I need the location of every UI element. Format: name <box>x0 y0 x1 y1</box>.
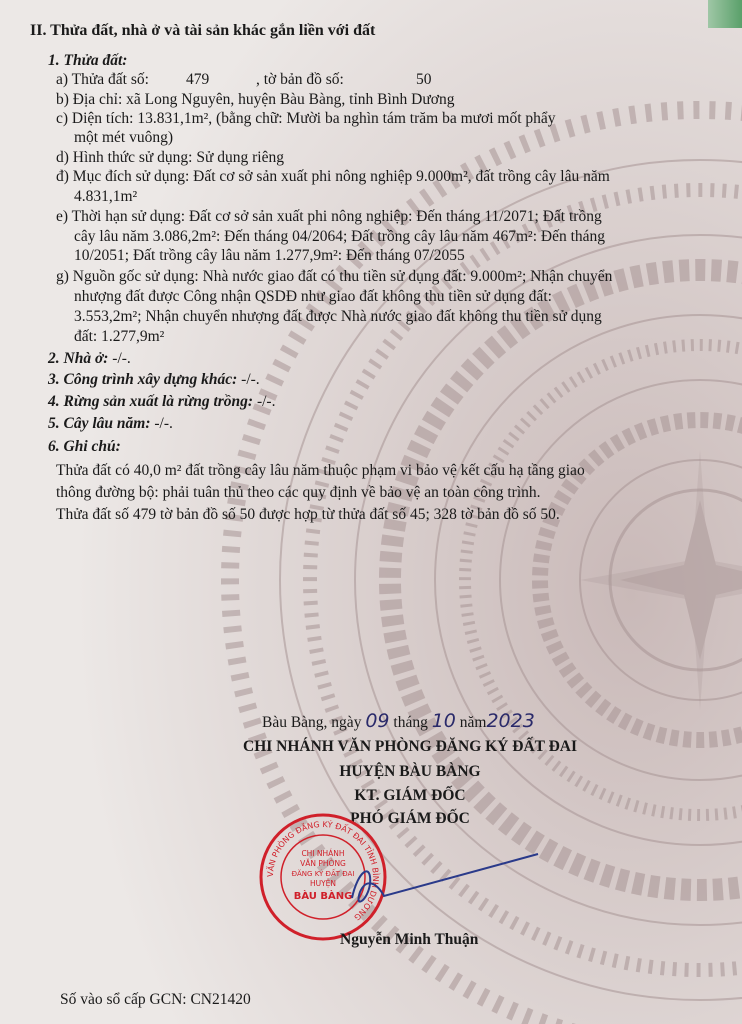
signing-year: 2023 <box>486 710 535 732</box>
purpose-line-2: 4.831,1m² <box>74 188 138 205</box>
area-line-2: một mét vuông) <box>74 129 174 146</box>
origin-line-2: nhượng đất được Công nhận QSDĐ như giao đất không thu tiền sử dụng đất: <box>74 288 552 305</box>
house-value: -/-. <box>108 350 131 367</box>
svg-text:ĐĂNG KÝ ĐẤT ĐAI: ĐĂNG KÝ ĐẤT ĐAI <box>291 870 355 878</box>
area-line-1: c) Diện tích: 13.831,1m², (bằng chữ: Mười ba nghìn tám trăm ba mươi mốt phẩy <box>56 110 556 127</box>
signing-month: 10 <box>431 710 456 732</box>
map-sheet-number: 50 <box>416 71 432 88</box>
role-line-2: PHÓ GIÁM ĐỐC <box>350 810 470 827</box>
address: b) Địa chỉ: xã Long Nguyên, huyện Bàu Bàng, tỉnh Bình Dương <box>56 91 455 108</box>
svg-text:HUYỆN: HUYỆN <box>309 879 337 888</box>
purpose-line-1: đ) Mục đích sử dụng: Đất cơ sở sản xuất phi nông nghiệp 9.000m², đất trồng cây lâu năm <box>56 168 610 185</box>
term-line-2: cây lâu năm 3.086,2m²: Đến tháng 04/2064; Đất trồng cây lâu năm 467m²: Đến tháng <box>74 228 606 245</box>
term-line-1: e) Thời hạn sử dụng: Đất cơ sở sản xuất phi nông nghiệp: Đến tháng 11/2071; Đất trồng <box>56 208 602 225</box>
perennial-label: 5. Cây lâu năm: <box>48 415 151 432</box>
forest-value: -/-. <box>253 393 276 410</box>
notes-heading: 6. Ghi chú: <box>48 438 121 455</box>
svg-text:CHI NHÁNH: CHI NHÁNH <box>301 849 345 858</box>
house-label: 2. Nhà ở: <box>48 350 109 367</box>
forest-row <box>48 393 275 411</box>
perennial-value: -/-. <box>150 415 173 432</box>
section-title: II. Thửa đất, nhà ở và tài sản khác gắn liền với đất <box>30 22 376 39</box>
note-line-3: Thửa đất số 479 tờ bản đồ số 50 được hợp từ thửa đất số 45; 328 tờ bản đồ số 50. <box>56 506 560 523</box>
other-works-value: -/-. <box>237 371 260 388</box>
term-line-3: 10/2051; Đất trồng cây lâu năm 1.277,9m²: Đến tháng 07/2055 <box>74 247 465 264</box>
signing-day: 09 <box>365 710 390 732</box>
office-line-1: CHI NHÁNH VĂN PHÒNG ĐĂNG KÝ ĐẤT ĐAI <box>243 738 577 755</box>
signing-year-label: năm <box>459 714 487 731</box>
house-row <box>48 350 131 368</box>
map-sheet-label: , tờ bản đồ số: <box>256 71 344 88</box>
signing-month-label: tháng <box>393 714 428 731</box>
signing-date <box>262 712 535 732</box>
office-line-2: HUYỆN BÀU BÀNG <box>339 763 481 780</box>
note-line-2: thông đường bộ: phải tuân thủ theo các quy định về bảo vệ an toàn công trình. <box>56 484 541 501</box>
svg-text:BÀU BÀNG: BÀU BÀNG <box>293 891 353 902</box>
parcel-number: 479 <box>186 71 210 88</box>
signer-name: Nguyễn Minh Thuận <box>340 931 479 948</box>
role-line-1: KT. GIÁM ĐỐC <box>354 787 466 804</box>
land-heading: 1. Thửa đất: <box>48 52 128 69</box>
forest-label: 4. Rừng sản xuất là rừng trồng: <box>48 393 254 410</box>
perennial-row <box>48 415 173 433</box>
gcn-register-number: Số vào sổ cấp GCN: CN21420 <box>60 991 251 1008</box>
parcel-label: a) Thửa đất số: <box>56 71 149 88</box>
svg-text:VĂN PHÒNG: VĂN PHÒNG <box>300 859 346 868</box>
origin-line-1: g) Nguồn gốc sử dụng: Nhà nước giao đất có thu tiền sử dụng đất: 9.000m²; Nhận chuyển <box>56 268 613 285</box>
usage-form: d) Hình thức sử dụng: Sử dụng riêng <box>56 149 284 166</box>
other-works-row <box>48 371 260 389</box>
note-line-1: Thửa đất có 40,0 m² đất trồng cây lâu năm thuộc phạm vi bảo vệ kết cấu hạ tầng giao <box>56 462 585 479</box>
origin-line-3: 3.553,2m²; Nhận chuyển nhượng đất được Nhà nước giao đất không thu tiền sử dụng <box>74 308 602 325</box>
handwritten-signature <box>350 840 550 920</box>
svg-text:VĂN PHÒNG ĐĂNG KÝ ĐẤT ĐAI TỈNH: VĂN PHÒNG ĐĂNG KÝ ĐẤT ĐAI TỈNH BÌNH DƯƠNG <box>265 819 381 922</box>
other-works-label: 3. Công trình xây dựng khác: <box>48 371 238 388</box>
signing-place: Bàu Bàng, ngày <box>262 714 362 731</box>
origin-line-4: đất: 1.277,9m² <box>74 328 165 345</box>
